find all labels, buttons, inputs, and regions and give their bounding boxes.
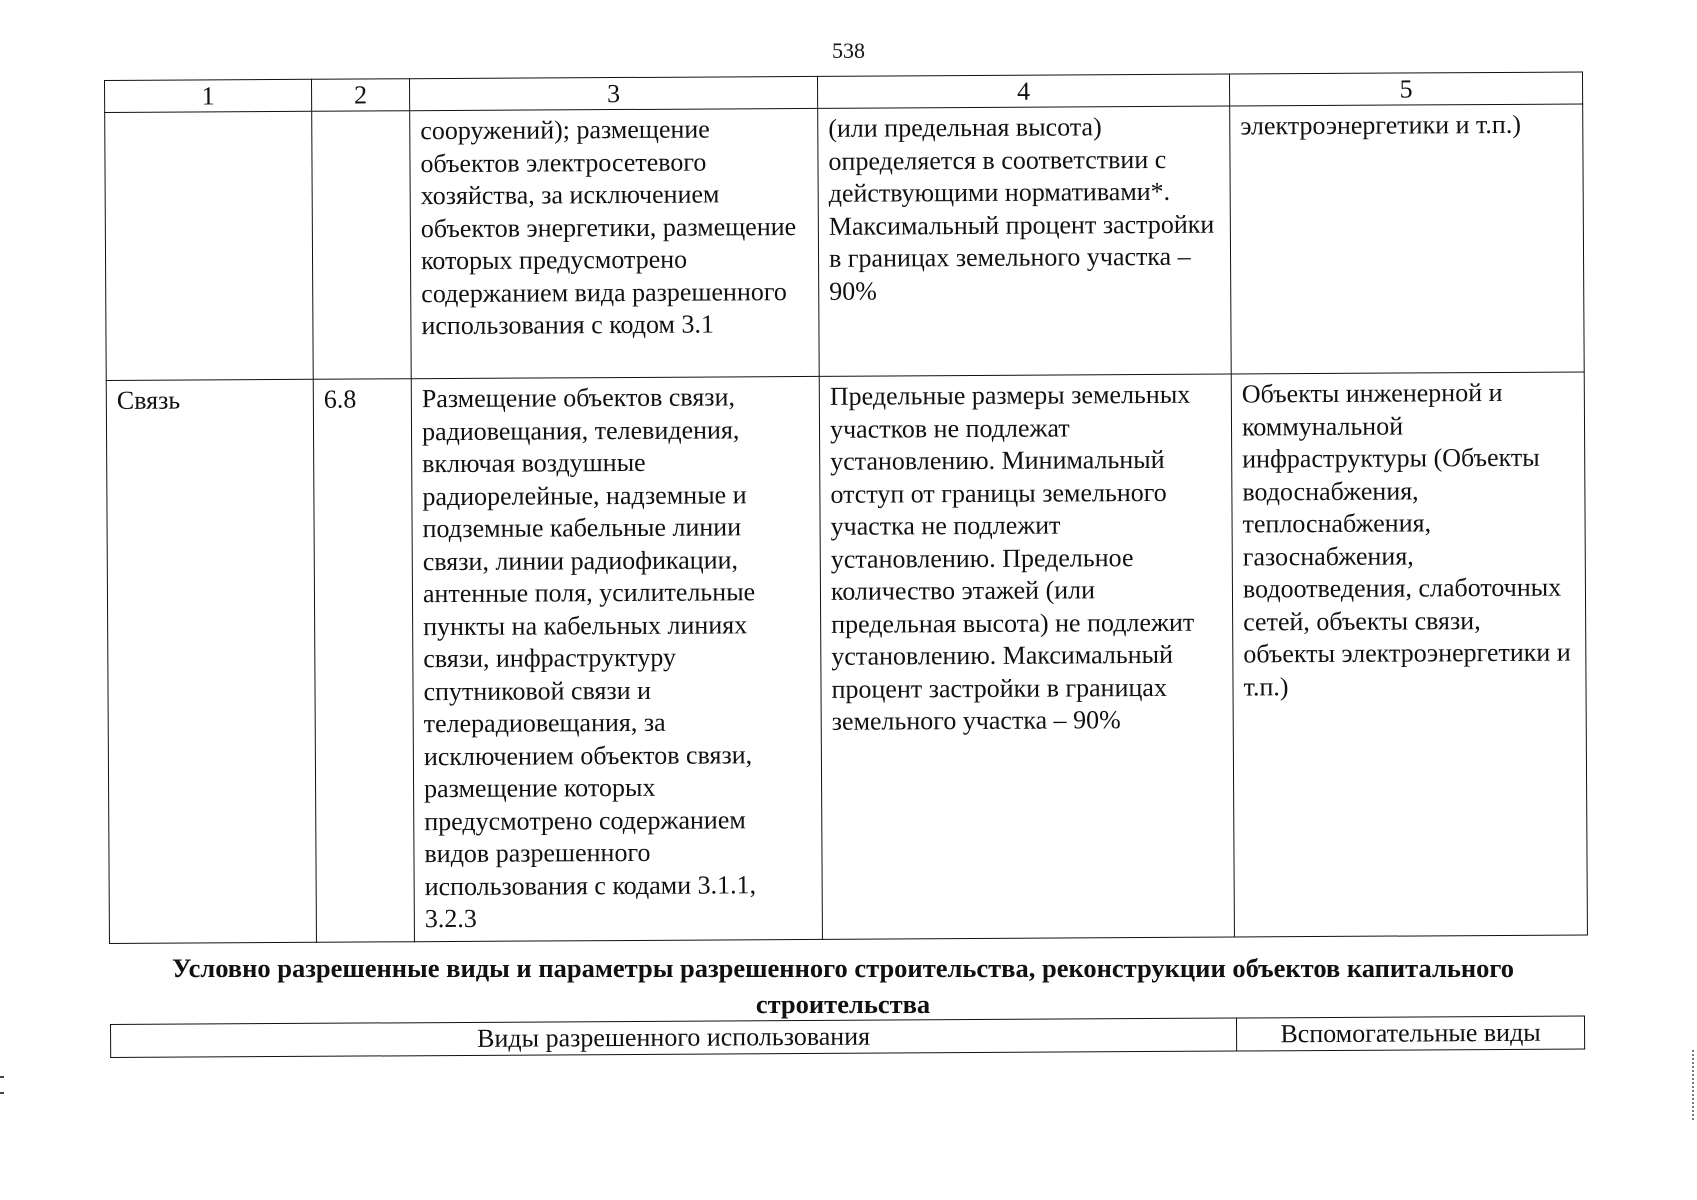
- page-number: 538: [832, 38, 865, 63]
- header-col-4: 4: [817, 74, 1229, 108]
- header-auxiliary-uses: Вспомогательные виды: [1236, 1016, 1584, 1051]
- cell-parameters: (или предельная высота) определяется в соответствии с действующими нормативами*. Максимальный процент застройки в границах земельного участка – 90%: [818, 106, 1232, 376]
- cell-use-code: [312, 111, 412, 380]
- cell-use-description: Размещение объектов связи, радиовещания, телевидения, включая воздушные радиорелейные, надземные и подземные кабельные линии связи, линии радиофикации, антенные поля, усилительные пункты на кабельных линиях связи, инфраструктуру спутниковой связи и телерадиовещания, за исключением объектов связи, размещение которых предусмотрено содержанием видов разрешенного использования с кодами 3.1.1, 3.2.3: [411, 376, 822, 941]
- cell-parameters: Предельные размеры земельных участков не подлежат установлению. Минимальный отступ от границы земельного участка не подлежит установлению. Предельное количество этажей (или предельная высота) не подлежит установлению. Максимальный процент застройки в границах земельного участка – 90%: [819, 374, 1234, 939]
- header-col-1: 1: [105, 79, 312, 112]
- scan-edge-mark: [0, 1076, 4, 1094]
- section-heading: Условно разрешенные виды и параметры разрешенного строительства, реконструкции объектов капитального строительства: [171, 953, 1514, 1019]
- scan-edge-mark: [1692, 1050, 1697, 1120]
- table-row: [106, 372, 1587, 944]
- table-row: [105, 104, 1585, 381]
- cell-auxiliary-uses: электроэнергетики и т.п.): [1230, 104, 1585, 374]
- cell-use-description: сооружений); размещение объектов электросетевого хозяйства, за исключением объектов энергетики, размещение которых предусмотрено содержанием вида разрешенного использования с кодом 3.1: [410, 108, 820, 378]
- cell-use-code: 6.8: [313, 379, 414, 943]
- cell-use-name: Связь: [106, 379, 316, 943]
- zoning-table: [104, 71, 1588, 944]
- table-header-row: [111, 1016, 1585, 1057]
- header-col-3: 3: [409, 76, 817, 110]
- cell-use-name: [105, 111, 314, 380]
- header-col-5: 5: [1229, 72, 1582, 106]
- cell-auxiliary-uses: Объекты инженерной и коммунальной инфраструктуры (Объекты водоснабжения, теплоснабжения, газоснабжения, водоотведения, слаботочных сетей, объекты связи, объекты электроэнергетики и т.п.): [1231, 372, 1587, 937]
- header-col-2: 2: [311, 79, 409, 112]
- conditional-uses-table: [110, 1016, 1585, 1058]
- header-permitted-uses: Виды разрешенного использования: [111, 1018, 1237, 1057]
